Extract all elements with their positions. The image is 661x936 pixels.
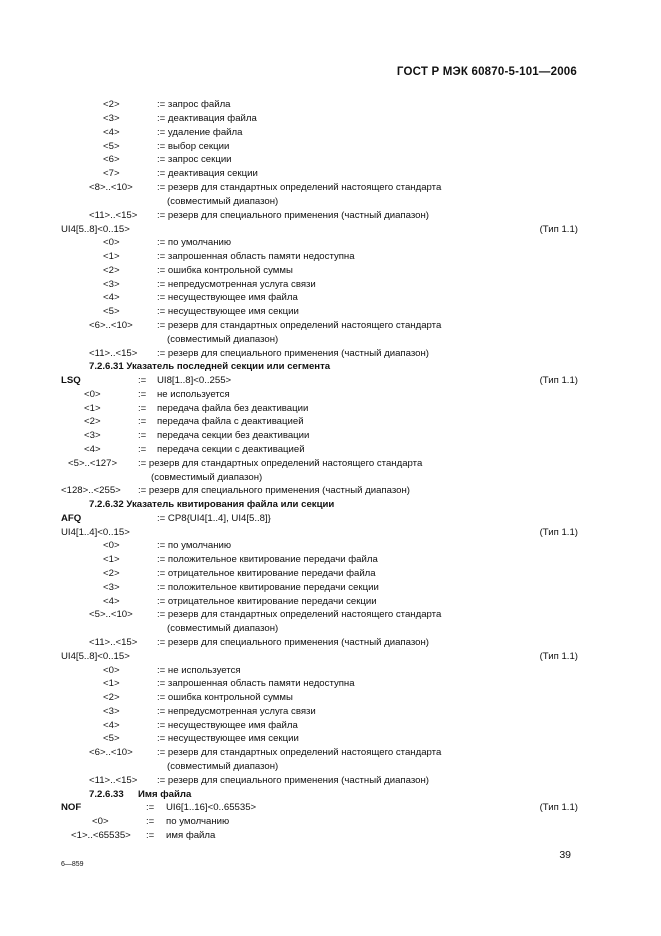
- code: <3>: [103, 706, 120, 717]
- code: <6>..<10>: [89, 320, 133, 331]
- definition: передача секции с деактивацией: [157, 444, 305, 455]
- code: <3>: [103, 279, 120, 290]
- code: <2>: [103, 265, 120, 276]
- definition: передача секции без деактивации: [157, 430, 310, 441]
- code: <5>: [103, 141, 120, 152]
- field-spec: UI4[1..4]<0..15>: [61, 527, 130, 538]
- definition: := положительное квитирование передачи секции: [157, 582, 379, 593]
- definition: имя файла: [166, 830, 216, 841]
- definition: := несуществующее имя файла: [157, 292, 298, 303]
- code: <4>: [103, 127, 120, 138]
- definition: := ошибка контрольной суммы: [157, 265, 293, 276]
- section-heading-number: 7.2.6.33: [89, 789, 124, 800]
- definition: := несуществующее имя файла: [157, 720, 298, 731]
- definition-continuation: (совместимый диапазон): [167, 761, 279, 772]
- code: <3>: [103, 113, 120, 124]
- definition-continuation: (совместимый диапазон): [167, 334, 279, 345]
- code: <4>: [84, 444, 101, 455]
- code: <6>: [103, 154, 120, 165]
- assign-operator: :=: [138, 389, 147, 400]
- code: <3>: [84, 430, 101, 441]
- definition: := по умолчанию: [157, 237, 232, 248]
- code: <0>: [84, 389, 101, 400]
- definition: := резерв для стандартных определений настоящего стандарта: [157, 609, 442, 620]
- definition: := резерв для стандартных определений настоящего стандарта: [157, 747, 442, 758]
- definition: := резерв для специального применения (частный диапазон): [157, 348, 429, 359]
- definition: := несуществующее имя секции: [157, 306, 299, 317]
- abbreviation: NOF: [61, 802, 82, 813]
- code: <0>: [103, 237, 120, 248]
- code: <1>: [84, 403, 101, 414]
- code: <0>: [103, 540, 120, 551]
- code: <5>: [103, 733, 120, 744]
- code: <1>: [103, 251, 120, 262]
- definition: := CP8{UI4[1..4], UI4[5..8]}: [157, 513, 271, 524]
- definition: := запрос файла: [157, 99, 231, 110]
- definition: := запрос секции: [157, 154, 232, 165]
- definition: := отрицательное квитирование передачи файла: [157, 568, 376, 579]
- code: <2>: [103, 568, 120, 579]
- type-tag: (Тип 1.1): [539, 527, 578, 538]
- definition: по умолчанию: [166, 816, 230, 827]
- definition: := деактивация секции: [157, 168, 258, 179]
- code: <4>: [103, 720, 120, 731]
- assign-operator: :=: [138, 403, 147, 414]
- definition: UI6[1..16]<0..65535>: [166, 802, 257, 813]
- code: <1>..<65535>: [71, 830, 131, 841]
- type-tag: (Тип 1.1): [539, 375, 578, 386]
- definition: := непредусмотренная услуга связи: [157, 279, 316, 290]
- abbreviation: LSQ: [61, 375, 81, 386]
- code: <128>..<255>: [61, 485, 121, 496]
- definition: := несуществующее имя секции: [157, 733, 299, 744]
- code: <5>..<127>: [68, 458, 118, 469]
- definition: := ошибка контрольной суммы: [157, 692, 293, 703]
- definition: := не используется: [157, 665, 241, 676]
- definition: := деактивация файла: [157, 113, 257, 124]
- section-heading-text: Имя файла: [138, 789, 192, 800]
- definition: := выбор секции: [157, 141, 230, 152]
- footer-print-mark: 6—859: [61, 861, 84, 868]
- type-tag: (Тип 1.1): [539, 802, 578, 813]
- assign-operator: :=: [138, 430, 147, 441]
- code: <11>..<15>: [89, 775, 138, 786]
- code: <6>..<10>: [89, 747, 133, 758]
- definition: := резерв для стандартных определений настоящего стандарта: [157, 320, 442, 331]
- definition: := резерв для стандартных определений настоящего стандарта: [157, 182, 442, 193]
- code: <0>: [103, 665, 120, 676]
- definition: := непредусмотренная услуга связи: [157, 706, 316, 717]
- assign-operator: :=: [146, 802, 155, 813]
- code: <4>: [103, 596, 120, 607]
- definition: := резерв для специального применения (частный диапазон): [157, 210, 429, 221]
- definition-continuation: (совместимый диапазон): [151, 472, 263, 483]
- type-tag: (Тип 1.1): [539, 224, 578, 235]
- abbreviation: AFQ: [61, 513, 82, 524]
- definition: := удаление файла: [157, 127, 243, 138]
- code: <1>: [103, 678, 120, 689]
- code: <5>..<10>: [89, 609, 133, 620]
- code: <1>: [103, 554, 120, 565]
- definition: := запрошенная область памяти недоступна: [157, 251, 355, 262]
- type-tag: (Тип 1.1): [539, 651, 578, 662]
- definition: := отрицательное квитирование передачи секции: [157, 596, 377, 607]
- code: <11>..<15>: [89, 348, 138, 359]
- code: <0>: [92, 816, 109, 827]
- code: <7>: [103, 168, 120, 179]
- code: <2>: [84, 416, 101, 427]
- definition: := резерв для стандартных определений настоящего стандарта: [138, 458, 423, 469]
- code: <3>: [103, 582, 120, 593]
- page-number: 39: [559, 849, 571, 861]
- document-header: ГОСТ Р МЭК 60870-5-101—2006: [396, 66, 577, 78]
- code: <2>: [103, 692, 120, 703]
- definition: := резерв для специального применения (частный диапазон): [157, 775, 429, 786]
- definition-continuation: (совместимый диапазон): [167, 623, 279, 634]
- assign-operator: :=: [146, 816, 155, 827]
- definition-continuation: (совместимый диапазон): [167, 196, 279, 207]
- assign-operator: :=: [146, 830, 155, 841]
- code: <5>: [103, 306, 120, 317]
- code: <11>..<15>: [89, 637, 138, 648]
- code: <4>: [103, 292, 120, 303]
- definition: передача файла с деактивацией: [157, 416, 304, 427]
- section-heading: 7.2.6.31 Указатель последней секции или сегмента: [89, 361, 331, 372]
- definition: := по умолчанию: [157, 540, 232, 551]
- assign-operator: :=: [138, 416, 147, 427]
- definition: := резерв для специального применения (частный диапазон): [157, 637, 429, 648]
- code: <11>..<15>: [89, 210, 138, 221]
- assign-operator: :=: [138, 375, 147, 386]
- definition: передача файла без деактивации: [157, 403, 309, 414]
- assign-operator: :=: [138, 444, 147, 455]
- definition: := запрошенная область памяти недоступна: [157, 678, 355, 689]
- definition: := резерв для специального применения (частный диапазон): [138, 485, 410, 496]
- field-spec: UI4[5..8]<0..15>: [61, 224, 130, 235]
- definition: UI8[1..8]<0..255>: [157, 375, 232, 386]
- definition: := положительное квитирование передачи файла: [157, 554, 378, 565]
- definition: не используется: [157, 389, 230, 400]
- field-spec: UI4[5..8]<0..15>: [61, 651, 130, 662]
- section-heading: 7.2.6.32 Указатель квитирования файла или секции: [89, 499, 335, 510]
- code: <8>..<10>: [89, 182, 133, 193]
- code: <2>: [103, 99, 120, 110]
